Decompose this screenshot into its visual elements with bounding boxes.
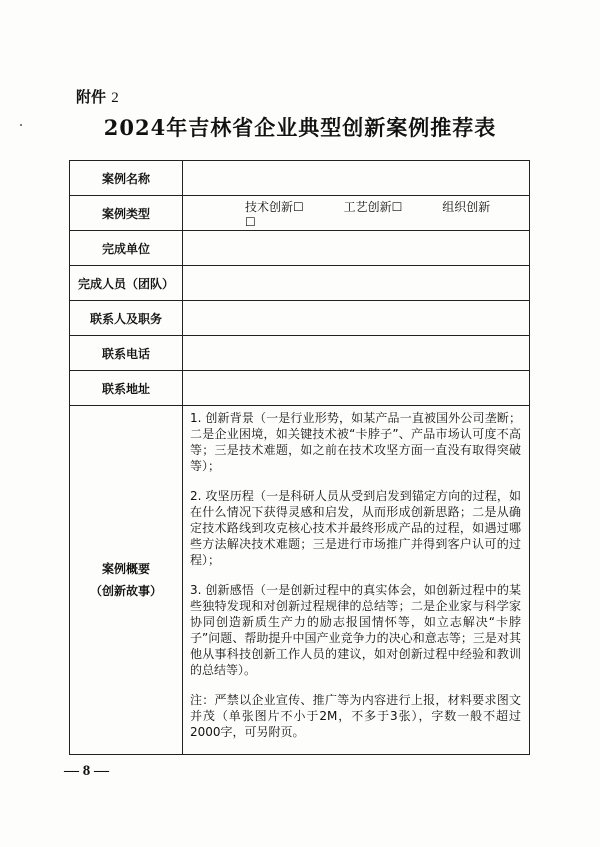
- story-paragraph-background: 1. 创新背景（一是行业形势，如某产品一直被国外公司垄断；二是企业困境，如关键技术被“卡脖子”、产品市场认可度不高等；三是技术难题，如之前在技术攻坚方面一直没有取得突破等）；: [190, 411, 521, 473]
- checkbox-tech-innovation[interactable]: 技术创新☐: [245, 199, 304, 214]
- page-number: — 8 —: [64, 763, 109, 779]
- field-phone[interactable]: [183, 336, 530, 371]
- attachment-label: [76, 86, 119, 107]
- field-address[interactable]: [183, 371, 530, 406]
- label-team: 完成人员（团队）: [70, 266, 183, 301]
- attachment-text: 附件: [76, 88, 107, 106]
- label-story: [70, 406, 183, 755]
- story-note: 注：严禁以企业宣传、推广等为内容进行上报，材料要求图文并茂（单张图片不小于2M，不多于3张），字数一般不超过2000字，可另附页。: [190, 693, 521, 739]
- page-title: 2024年吉林省企业典型创新案例推荐表: [103, 115, 497, 140]
- form-row-unit: [70, 231, 530, 266]
- label-story-line1: 案例概要: [101, 562, 150, 576]
- attachment-number: 2: [111, 90, 119, 106]
- label-case-name: 案例名称: [70, 161, 183, 196]
- story-paragraph-reflection: 3. 创新感悟（一是创新过程中的真实体会，如创新过程中的某些独特发现和对创新过程规律的总结等；二是企业家与科学家协同创造新质生产力的励志报国情怀等，如立志解决“卡脖子”问题、帮助提升中国产业竞争力的决心和意志等；三是对其他从事科技创新工作人员的建议，如对创新过程中经验和教训的总结等）。: [190, 583, 521, 677]
- form-row-team: [70, 266, 530, 301]
- field-story[interactable]: [183, 406, 530, 755]
- field-contact[interactable]: [183, 301, 530, 336]
- form-row-case-name: [70, 161, 530, 196]
- label-phone: 联系电话: [70, 336, 183, 371]
- form-row-contact: [70, 301, 530, 336]
- label-unit: 完成单位: [70, 231, 183, 266]
- label-address: 联系地址: [70, 371, 183, 406]
- label-case-type: 案例类型: [70, 196, 183, 231]
- field-case-name[interactable]: [183, 161, 530, 196]
- label-contact: 联系人及职务: [70, 301, 183, 336]
- form-row-phone: [70, 336, 530, 371]
- form-row-case-type: [70, 196, 530, 231]
- form-row-address: [70, 371, 530, 406]
- checkbox-org-innovation[interactable]: 组织创新☐: [245, 199, 491, 229]
- checkbox-process-innovation[interactable]: 工艺创新☐: [343, 199, 403, 214]
- field-team[interactable]: [183, 266, 530, 301]
- recommendation-form: [69, 160, 530, 755]
- field-unit[interactable]: [183, 231, 530, 266]
- story-paragraph-process: 2. 攻坚历程（一是科研人员从受到启发到锚定方向的过程，如在什么情况下获得灵感和启发，从而形成创新思路；二是从确定技术路线到攻克核心技术并最终形成产品的过程，如遇过哪些方法解决技术难题；三是进行市场推广并得到客户认可的过程）；: [190, 489, 521, 567]
- form-row-story: [70, 406, 530, 755]
- label-story-line2: （创新故事）: [89, 584, 162, 598]
- field-case-type: [183, 196, 530, 231]
